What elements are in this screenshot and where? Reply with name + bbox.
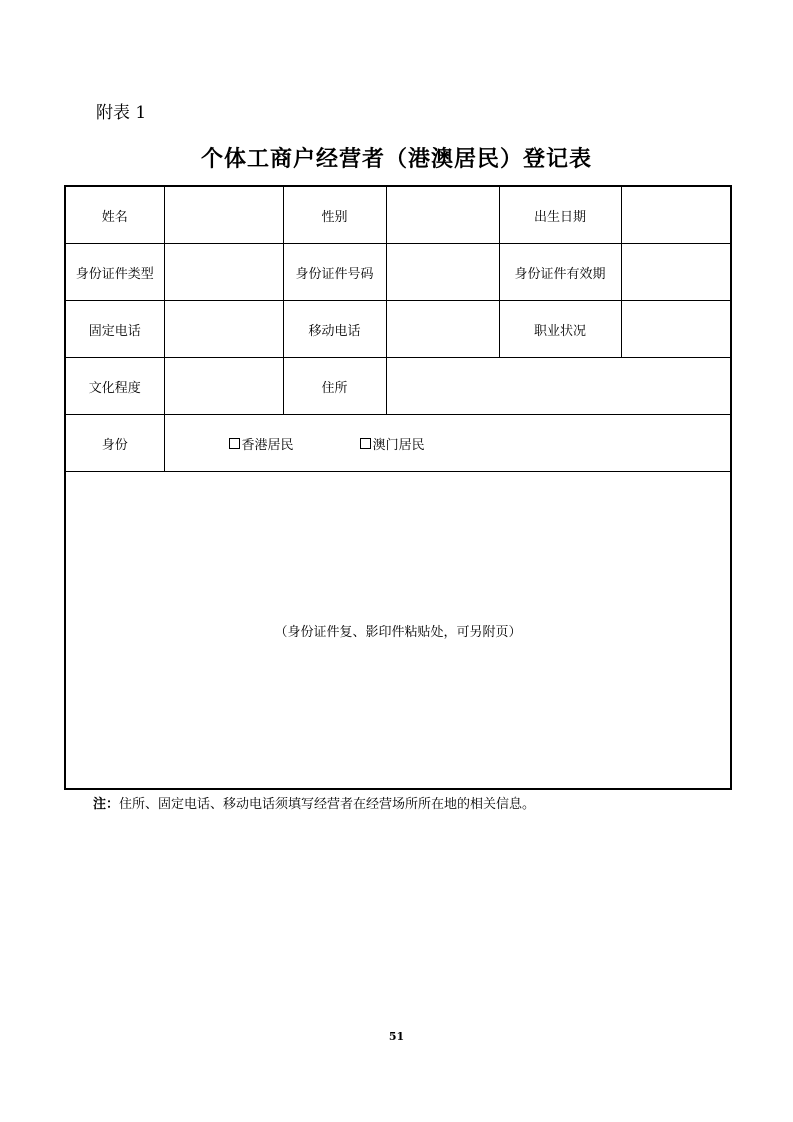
gender-label: 性别 — [283, 186, 386, 244]
checkbox-icon[interactable] — [360, 438, 371, 449]
note-text: 住所、固定电话、移动电话须填写经营者在经营场所所在地的相关信息。 — [119, 797, 536, 812]
identity-options — [164, 415, 731, 472]
identity-option-macau[interactable] — [360, 434, 425, 453]
name-label: 姓名 — [65, 186, 164, 244]
mobile-field[interactable] — [386, 301, 499, 358]
form-row-phone — [65, 301, 731, 358]
identity-option-hongkong[interactable] — [229, 434, 294, 453]
address-field[interactable] — [386, 358, 731, 415]
education-label: 文化程度 — [65, 358, 164, 415]
id-validity-field[interactable] — [621, 244, 731, 301]
registration-form-table — [64, 185, 732, 790]
id-number-field[interactable] — [386, 244, 499, 301]
id-validity-label: 身份证件有效期 — [499, 244, 621, 301]
landline-label: 固定电话 — [65, 301, 164, 358]
id-number-label: 身份证件号码 — [283, 244, 386, 301]
mobile-label: 移动电话 — [283, 301, 386, 358]
id-copy-paste-area: （身份证件复、影印件粘贴处，可另附页） — [65, 472, 731, 790]
form-row-photo — [65, 472, 731, 790]
id-type-field[interactable] — [164, 244, 283, 301]
appendix-label: 附表 1 — [96, 103, 147, 123]
identity-option-label: 香港居民 — [241, 437, 294, 453]
identity-label: 身份 — [65, 415, 164, 472]
note-prefix: 注： — [93, 797, 120, 812]
form-note — [93, 793, 535, 812]
education-field[interactable] — [164, 358, 283, 415]
name-field[interactable] — [164, 186, 283, 244]
occupation-label: 职业状况 — [499, 301, 621, 358]
landline-field[interactable] — [164, 301, 283, 358]
address-label: 住所 — [283, 358, 386, 415]
form-row-education — [65, 358, 731, 415]
page-number: 51 — [388, 1030, 405, 1043]
form-title: 个体工商户经营者（港澳居民）登记表 — [200, 147, 592, 172]
birthdate-label: 出生日期 — [499, 186, 621, 244]
form-row-id — [65, 244, 731, 301]
birthdate-field[interactable] — [621, 186, 731, 244]
form-row-name — [65, 186, 731, 244]
form-row-identity — [65, 415, 731, 472]
identity-option-label: 澳门居民 — [372, 437, 425, 453]
occupation-field[interactable] — [621, 301, 731, 358]
gender-field[interactable] — [386, 186, 499, 244]
id-type-label: 身份证件类型 — [65, 244, 164, 301]
checkbox-icon[interactable] — [229, 438, 240, 449]
